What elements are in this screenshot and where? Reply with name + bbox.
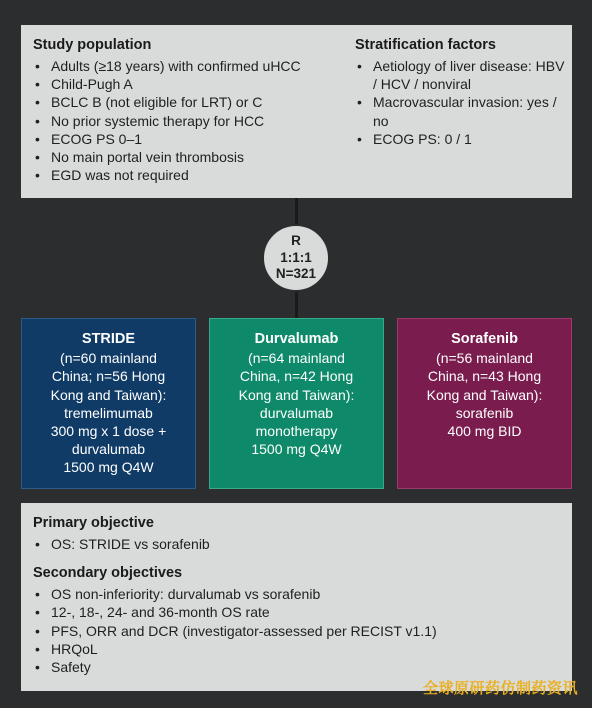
list-item: • OS non-inferiority: durvalumab vs sorafenib xyxy=(33,585,560,603)
list-item: • Macrovascular invasion: yes / no xyxy=(355,93,567,129)
list-item: • EGD was not required xyxy=(33,166,353,184)
list-item: • Aetiology of liver disease: HBV / HCV / nonviral xyxy=(355,57,567,93)
arm-line: monotherapy xyxy=(255,423,338,440)
arm-line: tremelimumab xyxy=(64,404,153,421)
watermark-text: 全球原研药仿制药资讯 xyxy=(422,680,578,697)
arm-line: durvalumab xyxy=(259,404,334,421)
arm-line: (n=60 mainland xyxy=(60,350,157,367)
arm-line: Kong and Taiwan): xyxy=(426,386,543,403)
stratification-list xyxy=(355,57,567,148)
randomization-n: N=321 xyxy=(275,266,317,282)
arm-line: durvalumab xyxy=(71,441,146,458)
randomization-ratio: 1:1:1 xyxy=(280,249,312,265)
secondary-objectives-title: Secondary objectives xyxy=(33,565,183,582)
arm-line: China, n=43 Hong xyxy=(427,368,542,385)
objectives-panel xyxy=(21,503,572,691)
stratification-section xyxy=(355,37,567,148)
arm-line: 1500 mg Q4W xyxy=(251,441,342,458)
list-item: • Adults (≥18 years) with confirmed uHCC xyxy=(33,57,353,75)
stratification-title: Stratification factors xyxy=(355,37,496,53)
arm-title: STRIDE xyxy=(81,331,136,347)
arm-line: 400 mg BID xyxy=(447,423,522,440)
list-item: • No prior systemic therapy for HCC xyxy=(33,112,353,130)
primary-objective-list xyxy=(33,535,560,553)
list-item: • ECOG PS 0–1 xyxy=(33,130,353,148)
arm-line: 300 mg x 1 dose + xyxy=(50,423,167,440)
list-item: • No main portal vein thrombosis xyxy=(33,148,353,166)
arm-title: Sorafenib xyxy=(451,331,518,347)
list-item: • BCLC B (not eligible for LRT) or C xyxy=(33,93,353,111)
arm-line: Kong and Taiwan): xyxy=(238,386,355,403)
study-population-section xyxy=(33,37,353,184)
arm-sorafenib xyxy=(397,318,572,489)
randomization-node xyxy=(262,224,330,292)
arm-line: (n=56 mainland xyxy=(436,350,533,367)
randomization-label: R xyxy=(291,233,301,249)
arm-line: China; n=56 Hong xyxy=(51,368,166,385)
arm-line: China, n=42 Hong xyxy=(239,368,354,385)
list-item: • Child-Pugh A xyxy=(33,75,353,93)
list-item: • HRQoL xyxy=(33,640,560,658)
arm-title: Durvalumab xyxy=(254,331,339,347)
list-item: • ECOG PS: 0 / 1 xyxy=(355,130,567,148)
study-population-title: Study population xyxy=(33,37,152,53)
list-item: • OS: STRIDE vs sorafenib xyxy=(33,535,560,553)
arm-durvalumab xyxy=(209,318,384,489)
list-item: • PFS, ORR and DCR (investigator-assessed per RECIST v1.1) xyxy=(33,622,560,640)
arm-line: sorafenib xyxy=(455,404,514,421)
list-item: • 12-, 18-, 24- and 36-month OS rate xyxy=(33,603,560,621)
arm-line: (n=64 mainland xyxy=(248,350,345,367)
arm-line: 1500 mg Q4W xyxy=(63,459,154,476)
study-population-list xyxy=(33,57,353,184)
list-item: • Safety xyxy=(33,658,560,676)
arm-line: Kong and Taiwan): xyxy=(50,386,167,403)
eligibility-panel xyxy=(21,25,572,198)
primary-objective-title: Primary objective xyxy=(33,515,154,531)
arm-stride xyxy=(21,318,196,489)
secondary-objectives-list xyxy=(33,585,560,676)
